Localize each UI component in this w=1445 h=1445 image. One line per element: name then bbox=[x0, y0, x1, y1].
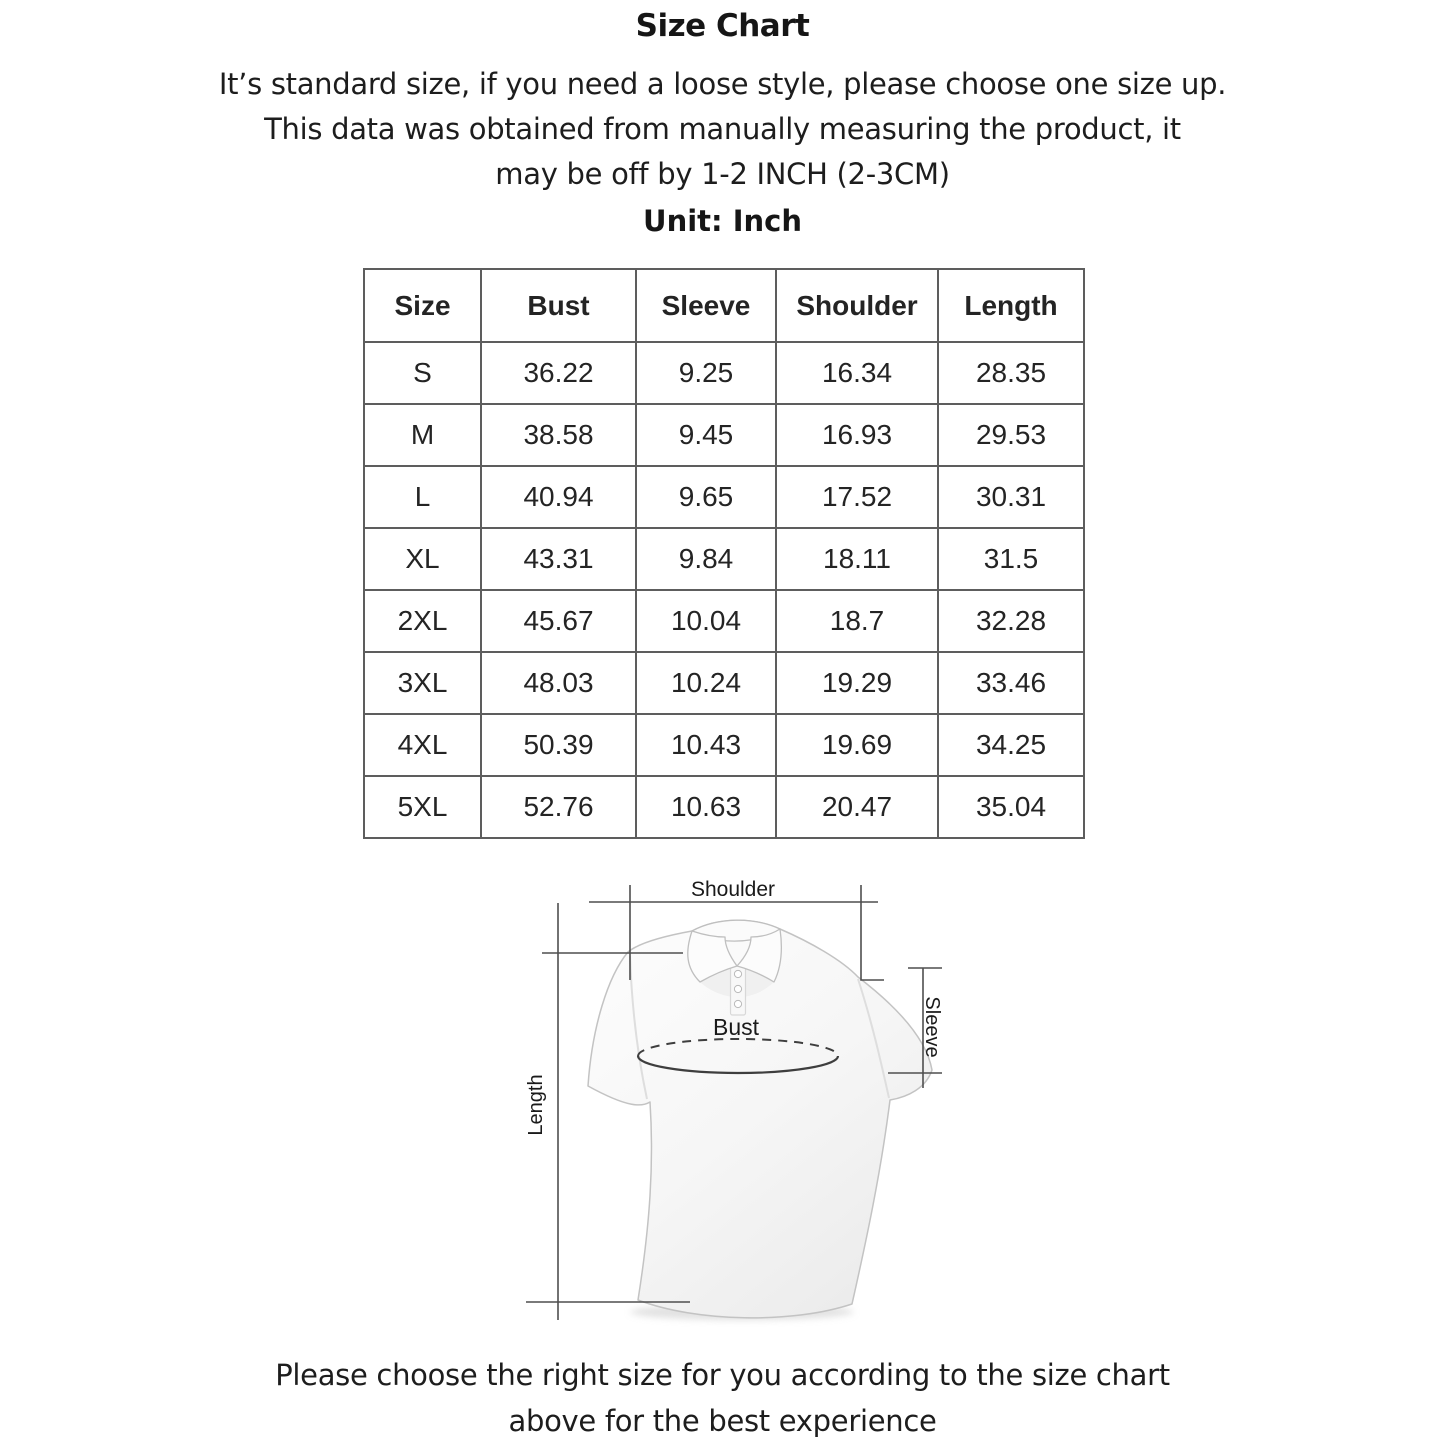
cell-length: 30.31 bbox=[938, 466, 1084, 528]
cell-bust: 50.39 bbox=[481, 714, 636, 776]
cell-length: 35.04 bbox=[938, 776, 1084, 838]
cell-shoulder: 16.93 bbox=[776, 404, 938, 466]
cell-size: M bbox=[364, 404, 481, 466]
subtitle-line: It’s standard size, if you need a loose style, please choose one size up. bbox=[218, 67, 1227, 101]
footer-note bbox=[0, 1352, 1445, 1444]
cell-sleeve: 10.04 bbox=[636, 590, 776, 652]
bust-measure-label: Bust bbox=[712, 1014, 760, 1040]
cell-sleeve: 10.24 bbox=[636, 652, 776, 714]
table-row bbox=[364, 528, 1084, 590]
shoulder-measure-label: Shoulder bbox=[690, 878, 776, 901]
shoulder-right-tick bbox=[861, 885, 884, 980]
cell-length: 31.5 bbox=[938, 528, 1084, 590]
cell-length: 29.53 bbox=[938, 404, 1084, 466]
cell-bust: 40.94 bbox=[481, 466, 636, 528]
button bbox=[734, 1000, 741, 1007]
cell-shoulder: 18.11 bbox=[776, 528, 938, 590]
cell-sleeve: 9.65 bbox=[636, 466, 776, 528]
cell-size: 2XL bbox=[364, 590, 481, 652]
cell-sleeve: 9.25 bbox=[636, 342, 776, 404]
table-row bbox=[364, 714, 1084, 776]
cell-length: 28.35 bbox=[938, 342, 1084, 404]
cell-sleeve: 9.84 bbox=[636, 528, 776, 590]
table-header-row bbox=[364, 269, 1084, 342]
cell-bust: 38.58 bbox=[481, 404, 636, 466]
cell-shoulder: 16.34 bbox=[776, 342, 938, 404]
cell-sleeve: 9.45 bbox=[636, 404, 776, 466]
cell-size: XL bbox=[364, 528, 481, 590]
length-measure-label: Length bbox=[525, 1074, 547, 1136]
cell-size: 3XL bbox=[364, 652, 481, 714]
cell-length: 32.28 bbox=[938, 590, 1084, 652]
footer-line: above for the best experience bbox=[508, 1404, 937, 1438]
button bbox=[734, 985, 741, 992]
page-title: Size Chart bbox=[635, 8, 810, 44]
footer-line: Please choose the right size for you according to the size chart bbox=[275, 1358, 1170, 1392]
table-row bbox=[364, 590, 1084, 652]
size-table bbox=[363, 268, 1085, 839]
cell-sleeve: 10.43 bbox=[636, 714, 776, 776]
cell-shoulder: 18.7 bbox=[776, 590, 938, 652]
cell-shoulder: 19.69 bbox=[776, 714, 938, 776]
cell-size: S bbox=[364, 342, 481, 404]
cell-shoulder: 20.47 bbox=[776, 776, 938, 838]
subtitle-line: may be off by 1-2 INCH (2-3CM) bbox=[495, 157, 950, 191]
table-row bbox=[364, 404, 1084, 466]
column-header-size: Size bbox=[364, 269, 481, 342]
page-subtitle bbox=[0, 62, 1445, 197]
table-row bbox=[364, 652, 1084, 714]
table-row bbox=[364, 466, 1084, 528]
cell-shoulder: 19.29 bbox=[776, 652, 938, 714]
cell-length: 34.25 bbox=[938, 714, 1084, 776]
table-row bbox=[364, 776, 1084, 838]
cell-bust: 36.22 bbox=[481, 342, 636, 404]
cell-length: 33.46 bbox=[938, 652, 1084, 714]
column-header-bust: Bust bbox=[481, 269, 636, 342]
cell-size: 4XL bbox=[364, 714, 481, 776]
sleeve-measure-label: Sleeve bbox=[921, 996, 943, 1058]
shirt-measurement-diagram bbox=[480, 872, 995, 1337]
table-row bbox=[364, 342, 1084, 404]
cell-bust: 43.31 bbox=[481, 528, 636, 590]
unit-label: Unit: Inch bbox=[643, 204, 802, 238]
cell-size: L bbox=[364, 466, 481, 528]
button bbox=[734, 970, 741, 977]
column-header-sleeve: Sleeve bbox=[636, 269, 776, 342]
cell-shoulder: 17.52 bbox=[776, 466, 938, 528]
column-header-shoulder: Shoulder bbox=[776, 269, 938, 342]
cell-bust: 45.67 bbox=[481, 590, 636, 652]
column-header-length: Length bbox=[938, 269, 1084, 342]
cell-size: 5XL bbox=[364, 776, 481, 838]
cell-bust: 48.03 bbox=[481, 652, 636, 714]
cell-sleeve: 10.63 bbox=[636, 776, 776, 838]
cell-bust: 52.76 bbox=[481, 776, 636, 838]
subtitle-line: This data was obtained from manually measuring the product, it bbox=[264, 112, 1181, 146]
